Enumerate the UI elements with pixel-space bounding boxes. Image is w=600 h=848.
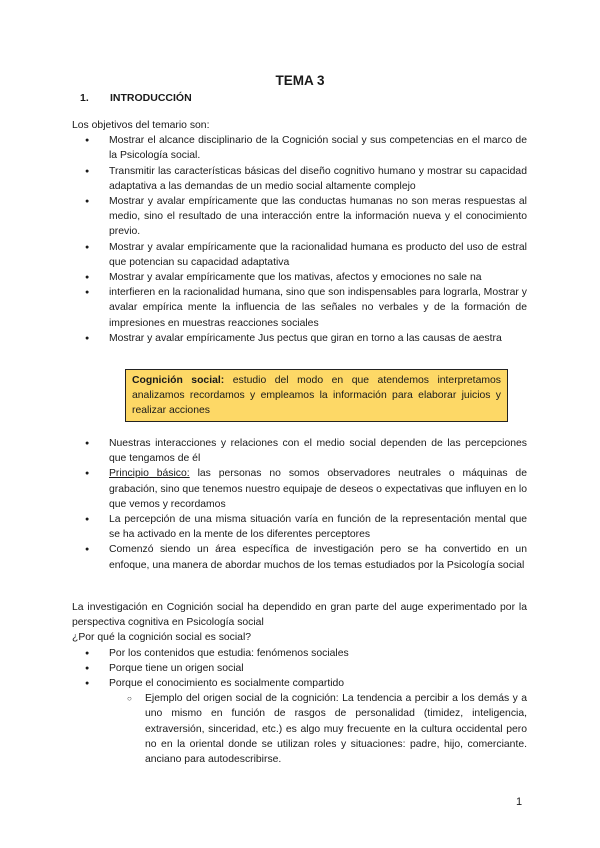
list-item: ● Por los contenidos que estudia: fenómenos sociales	[72, 646, 527, 661]
list-item	[72, 676, 527, 767]
list-item: ● Comenzó siendo un área específica de investigación pero se ha convertido en un enfoque, una manera de abordar muchos de los temas estudiados por la Psicología social	[72, 542, 527, 572]
list-item: ● interfieren en la racionalidad humana, sino que son indispensables para lograrla, Mostrar y avalar empírica mente la influencia de las señales no verbales y de la formación de impresiones en muestras reacciones sociales	[72, 285, 527, 331]
sub-list	[109, 691, 527, 767]
question-text: ¿Por qué la cognición social es social?	[72, 632, 252, 644]
list-item: ● Mostrar y avalar empíricamente que la racionalidad humana es producto del uso de estral que potencian su capacidad adaptativa	[72, 240, 527, 270]
definition-term: Cognición social:	[132, 375, 225, 386]
list-item: ● Mostrar y avalar empíricamente que las conductas humanas no son meras respuestas al medio, sino el resultado de una interacción entre la información nueva y el conocimiento previo.	[72, 194, 527, 240]
research-paragraph: La investigación en Cognición social ha dependido en gran parte del auge experimentado por la perspectiva cognitiva en Psicología social	[72, 602, 527, 629]
page-title: TEMA 3	[275, 73, 325, 88]
list-item: ● La percepción de una misma situación varía en función de la representación mental que se ha activado en la mente de los diferentes perceptores	[72, 512, 527, 542]
reasons-list	[72, 646, 527, 768]
research-block	[72, 600, 527, 767]
list-item	[72, 466, 527, 512]
objectives-list	[72, 133, 527, 346]
list-item: ● Nuestras interacciones y relaciones con el medio social dependen de las percepciones que tengamos de él	[72, 436, 527, 466]
list-item: ● Porque tiene un origen social	[72, 661, 527, 676]
section-label: INTRODUCCIÓN	[110, 92, 192, 104]
intro-text: Los objetivos del temario son:	[72, 120, 210, 131]
list-item: ● Transmitir las características básicas del diseño cognitivo humano y mostrar su capacidad adaptativa a las demandas de un medio social altamente complejo	[72, 164, 527, 194]
objectives-block	[72, 118, 527, 346]
list-item: ● Mostrar y avalar empíricamente que los mativas, afectos y emociones no sale na	[72, 270, 527, 285]
list-item: ● Mostrar el alcance disciplinario de la Cognición social y sus competencias en el marco de la Psicología social.	[72, 133, 527, 163]
sub-list-item: ○ Ejemplo del origen social de la cognición: La tendencia a percibir a los demás y a uno mismo en función de rasgos de personalidad (timidez, inteligencia, extraversión, sinceridad, etc.) es algo muy frecuente en la cultura occidental pero no en la oriental donde se utilizan roles y situaciones: padre, hijo, comerciante. anciano para autodescribirse.	[109, 691, 527, 767]
reason-text: Porque el conocimiento es socialmente compartido	[109, 678, 345, 690]
section-number: 1.	[80, 92, 89, 104]
definition-box	[125, 369, 508, 422]
list-item: ● Mostrar y avalar empíricamente Jus pectus que giran en torno a las causas de aestra	[72, 331, 527, 346]
section-heading	[80, 92, 192, 104]
points-block	[72, 436, 527, 573]
principle-label: Principio básico:	[109, 468, 190, 480]
definition-text: estudio del modo en que atendemos interpretamos analizamos recordamos y empleamos la información para elaborar juicios y realizar acciones	[132, 375, 501, 417]
points-list	[72, 436, 527, 573]
page-number: 1	[516, 796, 523, 808]
principle-text: las personas no somos observadores neutrales o máquinas de grabación, sino que tenemos nuestro equipaje de deseos o expectativas que influyen en lo que vemos y recordamos	[109, 468, 527, 510]
